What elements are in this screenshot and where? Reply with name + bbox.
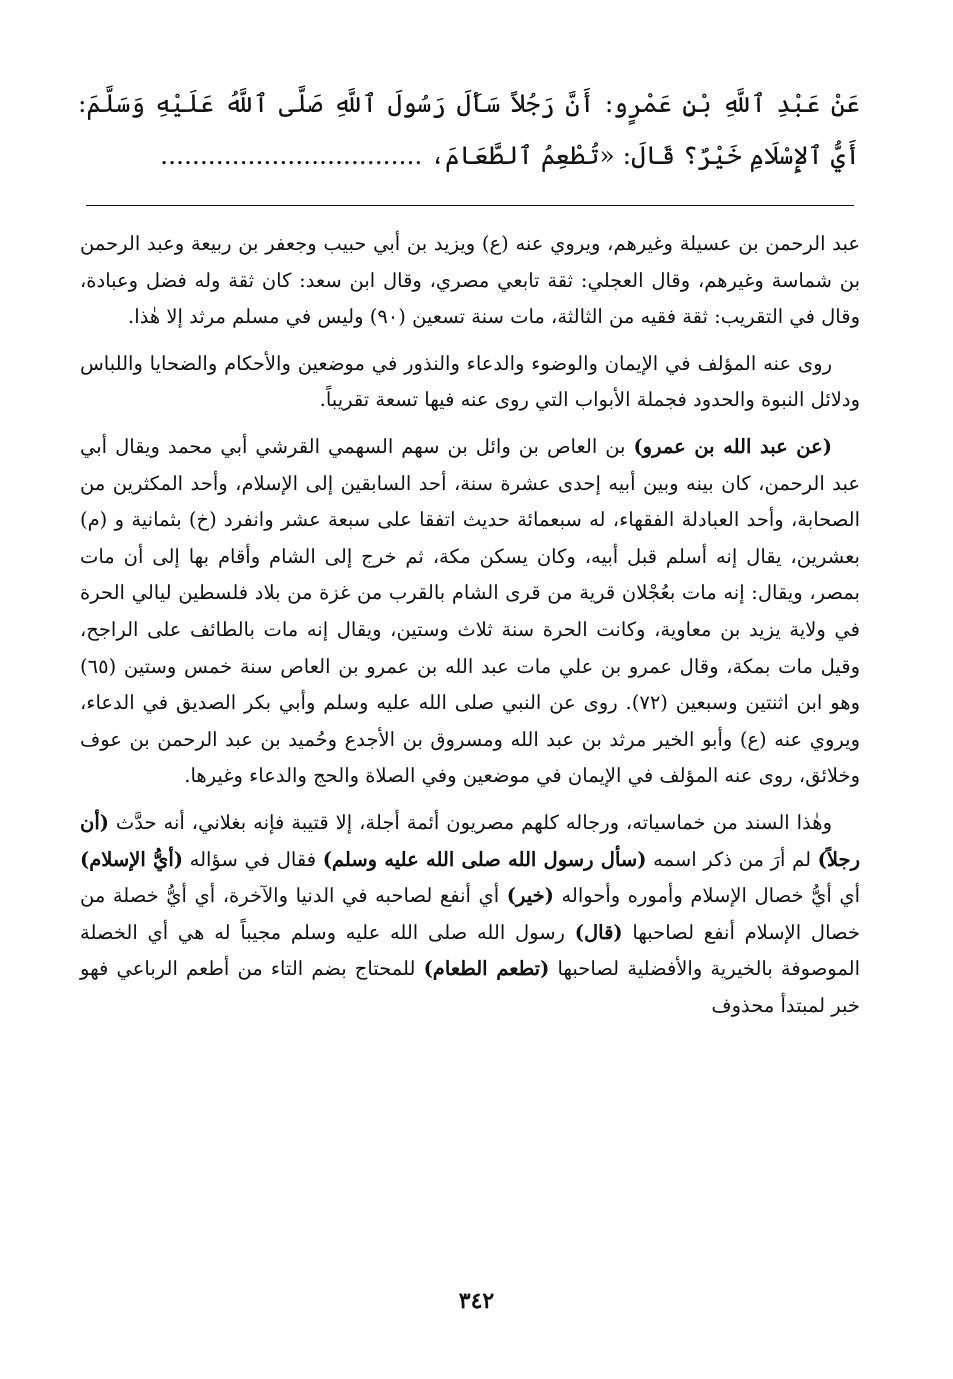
bold-term: (سأل رسول الله صلى الله عليه وسلم)	[322, 847, 647, 871]
paragraph-text: للمحتاج بضم التاء من أطعم الرباعي فهو خبر لمبتدأ محذوف	[80, 957, 860, 1017]
commentary-section	[80, 226, 860, 1034]
paragraph-text: لم أرَ من ذكر اسمه	[646, 847, 818, 871]
bold-term: (خير)	[506, 884, 554, 908]
hadith-text	[78, 78, 860, 182]
bold-term: (قال)	[574, 920, 623, 944]
paragraph-text: عبد الرحمن بن عسيلة وغيرهم، ويروي عنه (ع) ويزيد بن أبي حبيب وجعفر بن ربيعة وعبد الرحمن بن شماسة وغيرهم، وقال العجلي: ثقة تابعي مصري، وقال ابن سعد: كان ثقة وله فضل وعبادة، وقال في التقريب: ثقة فقيه من الثالثة، مات سنة تسعين (٩٠) وليس في مسلم مرثد إلا هٰذا.	[80, 232, 860, 329]
bold-term: (تطعم الطعام)	[423, 957, 550, 981]
page-number: ٣٤٢	[458, 1288, 495, 1314]
paragraph-text: وهٰذا السند من خماسياته، ورجاله كلهم مصريون أئمة أجلة، إلا قتيبة فإنه بغلاني، أنه حدَّث	[108, 810, 832, 834]
paragraph-narrations	[80, 346, 860, 419]
bold-term: (أيُّ الإسلام)	[80, 847, 183, 871]
paragraph-text: أي أنفع لصاحبه في الدنيا والآخرة، أي أيُّ خصلة من خصال الإسلام أنفع لصاحبها	[80, 884, 861, 944]
ellipsis-dots: .................................	[160, 141, 423, 170]
paragraph-text: روى عنه المؤلف في الإيمان والوضوء والدعاء والنذور في موضعين والأحكام والضحايا واللباس ودلائل النبوة والحدود فجملة الأبواب التي روى عنه فيها تسعة تقريباً.	[80, 351, 860, 412]
separator-line	[86, 205, 854, 206]
paragraph-narrator-bio	[80, 226, 860, 336]
paragraph-text: رسول الله صلى الله عليه وسلم مجيباً له هي أي الخصلة الموصوفة بالخيرية والأفضلية لصاحبها	[80, 920, 861, 981]
hadith-main: عَنْ عَبْدِ ٱللَّهِ بْنِ عَمْرٍو: أَنَّ رَجُلاً سَأَلَ رَسُولَ ٱللَّهِ صَلَّى ٱللَّهُ عَلَيْهِ وَسَلَّمَ: أَيُّ ٱلإِسْلَامِ خَيْرٌ؟ قَالَ: «تُطْعِمُ ٱلطَّعَامَ،	[78, 89, 860, 170]
paragraph-explanation	[80, 805, 860, 1025]
paragraph-abdullah-bio	[80, 429, 860, 795]
paragraph-text: بن العاص بن وائل بن سهم السهمي القرشي أبي محمد ويقال أبي عبد الرحمن، كان بينه وبين أبيه إحدى عشرة سنة، أحد السابقين إلى الإسلام، وأحد المكثرين من الصحابة، وأحد العبادلة الفقهاء، له سبعمائة حديث اتفقا على سبعة عشر وانفرد (خ) بثمانية و (م) بعشرين، يقال إنه أسلم قبل أبيه، وكان يسكن مكة، ثم خرج إلى الشام وأقام بها إلى أن مات بمصر، ويقال: إنه مات بعُجْلان قرية من قرى الشام بالقرب من غزة من بلاد فلسطين ليالي الحرة في ولاية يزيد بن معاوية، وكانت الحرة سنة ثلاث وستين، ويقال إنه مات بالطائف على الراجح، وقيل مات بمكة، وقال عمرو بن علي مات عبد الله بن عمرو بن العاص سنة خمس وستين (٦٥) وهو ابن اثنتين وسبعين (٧٢). روى عن النبي صلى الله عليه وسلم وأبي بكر الصديق في الدعاء، ويروي عنه (ع) وأبو الخير مرثد بن عبد الله ومسروق بن الأجدع وحُميد بن عبد الرحمن بن عوف وخلائق، روى عنه المؤلف في الإيمان في موضعين وفي الصلاة والحج والدعاء وغيرها.	[80, 434, 860, 788]
paragraph-text: أي أيُّ خصال الإسلام وأموره وأحواله	[553, 884, 860, 908]
bold-term: (أن رجلاً)	[80, 810, 861, 871]
paragraph-text: فقال في سؤاله	[182, 847, 323, 871]
bold-heading: (عن عبد الله بن عمرو)	[633, 434, 832, 458]
